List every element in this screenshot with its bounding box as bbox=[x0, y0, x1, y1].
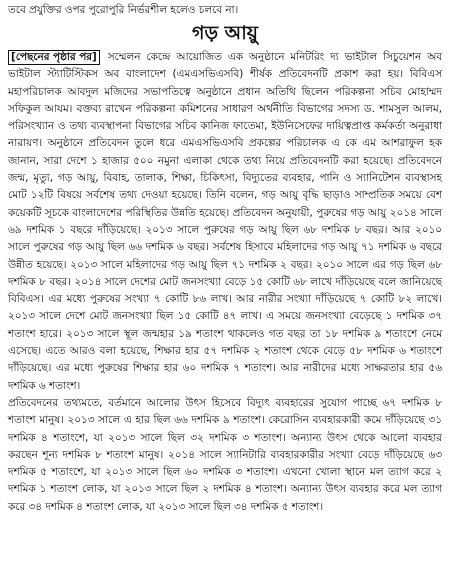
headline: গড় আয়ু bbox=[192, 22, 258, 44]
paragraph-1: সম্মেলন কেন্দ্রে আয়োজিত এক অনুষ্ঠানে মনিটরিং দ্য ভাইটাল সিচুয়েশন অব ভাইটাল স্ট্যাটিস্টিকস অব বাংলাদেশ (এমএসভিএসবি) শীর্ষক প্রতিবেদনটি প্রকাশ করা হয়। বিবিএস মহাপরিচালক আবদুল মজিদের সভাপতিত্বে অনুষ্ঠানে প্রধান অতিথি ছিলেন পরিকল্পনা সচিব মোহাম্মদ সফিকুল আযম। বক্তব্য রাখেন পরিকল্পনা কমিশনের সাধারণ অর্থনীতি বিভাগের সদস্য ড. শামসুল আলম, পরিসংখ্যান ও তথ্য ব্যবস্থাপনা বিভাগের সচিব কানিজ ফাতেমা, ইউনিসেফের দায়িত্বপ্রাপ্ত কর্মকর্তা অনুরাধা নারায়ণ। অনুষ্ঠানে প্রতিবেদন তুলে ধরে এমএসভিএসবি প্রকল্পের পরিচালক এ কে এম আশরাফুল হক জানান, সারা দেশে ১ হাজার ৫০০ নমুনা এলাকা থেকে তথ্য নিয়ে প্রতিবেদনটি করা হয়েছে। প্রতিবেদনে জন্ম, মৃত্যু, গড় আয়ু, বিবাহ, তালাক, শিক্ষা, চিকিৎসা, বিদ্যুতের ব্যবহার, পানি ও স্যানিটেশন ব্যবস্থাসহ মোট ১২টি বিষয়ে সর্বশেষ তথ্য দেওয়া হয়েছে। তিনি বলেন, গড় আয়ু বৃদ্ধি ছাড়াও সাম্প্রতিক সময়ে বেশ কয়েকটি সূচকে বাংলাদেশের পরিস্থিতির উন্নতি হয়েছে। প্রতিবেদন অনুযায়ী, পুরুষের গড় আয়ু ২০১৪ সালে ৬৯ দশমিক ১ বছরে দাঁড়িয়েছে। ২০১৩ সালে পুরুষের গড় আয়ু ছিল ৬৮ দশমিক ৮ বছর। আর ২০১০ সালে পুরুষের গড় আয়ু ছিল ৬৬ দশমিক ৬ বছর। সর্বশেষ হিসাবে মহিলাদের গড় আয়ু ৭১ দশমিক ৬ বছরে উন্নীত হয়েছে। ২০১৩ সালে মহিলাদের গড় আয়ু ছিল ৭১ দশমিক ২ বছর। ২০১০ সালে এর গড় ছিল ৬৮ দশমিক ৮ বছর। ২০১৪ সালে দেশের মোট জনসংখ্যা বেড়ে ১৫ কোটি ৬৮ লাখে দাঁড়িয়েছে বলে জানিয়েছে বিবিএস। এর মধ্যে পুরুষের সংখ্যা ৭ কোটি ৮৬ লাখ। আর নারীর সংখ্যা দাঁড়িয়েছে ৭ কোটি ৮২ লাখে। ২০১৩ সালে দেশে মোট জনসংখ্যা ছিল ১৫ কোটি ৪৭ লাখ। এ সময়ে জনসংখ্যা বেড়েছে ১ দশমিক ৩৭ শতাংশ হারে। ২০১৩ সালে স্থূল জন্মহার ১৯ শতাংশ থাকলেও গত বছর তা ১৮ দশমিক ৯ শতাংশে নেমে এসেছে। এতে আরও বলা হয়েছে, শিক্ষার হার ৫৭ দশমিক ২ শতাংশ থেকে বেড়ে ৫৮ দশমিক ৬ শতাংশে দাঁড়িয়েছে। এর মধ্যে পুরুষের শিক্ষার হার ৬০ দশমিক ৭ শতাংশ। আর নারীদের মধ্যে সাক্ষরতার হার ৫৬ দশমিক ৬ শতাংশ। bbox=[8, 51, 442, 392]
article-body bbox=[8, 49, 442, 516]
continuation-marker: [পেছনের পৃষ্ঠার পর] bbox=[8, 50, 100, 65]
paragraph-2: প্রতিবেদনের তথ্যমতে, বর্তমানে আলোর উৎস হিসেবে বিদ্যুৎ ব্যবহারের সুযোগ পাচ্ছে ৬৭ দশমিক ৮ শতাংশ মানুষ। ২০১৩ সালে এ হার ছিল ৬৬ দশমিক ৯ শতাংশ। কেরোসিন ব্যবহারকারী কমে দাঁড়িয়েছে ৩১ দশমিক ৪ শতাংশে, যা ২০১৩ সালে ছিল ৩২ দশমিক ৩ শতাংশ। অন্যান্য উৎস থেকে আলো ব্যবহার করছেন শূন্য দশমিক ৮ শতাংশ মানুষ। ২০১৪ সালে স্যানিটারি ব্যবহারকারীর সংখ্যা বেড়ে দাঁড়িয়েছে ৬৩ দশমিক ৫ শতাংশে, যা ২০১৩ সালে ছিল ৬০ দশমিক ৩ শতাংশ। এখনো খোলা স্থানে মল ত্যাগ করে ২ দশমিক ১ শতাংশ লোক, যা ২০১৩ সালে ছিল ২ দশমিক ৪ শতাংশ। অন্যান্য উৎস ব্যবহার করে মল ত্যাগ করে ৩৪ দশমিক ৪ শতাংশ লোক, যা ২০১৩ সালে ছিল ৩৪ দশমিক ৫ শতাংশ। bbox=[8, 396, 442, 513]
carryover-line: তবে প্রযুক্তির ওপর পুরোপুরি নির্ভরশীল হলেও চলবে না। bbox=[8, 4, 239, 16]
